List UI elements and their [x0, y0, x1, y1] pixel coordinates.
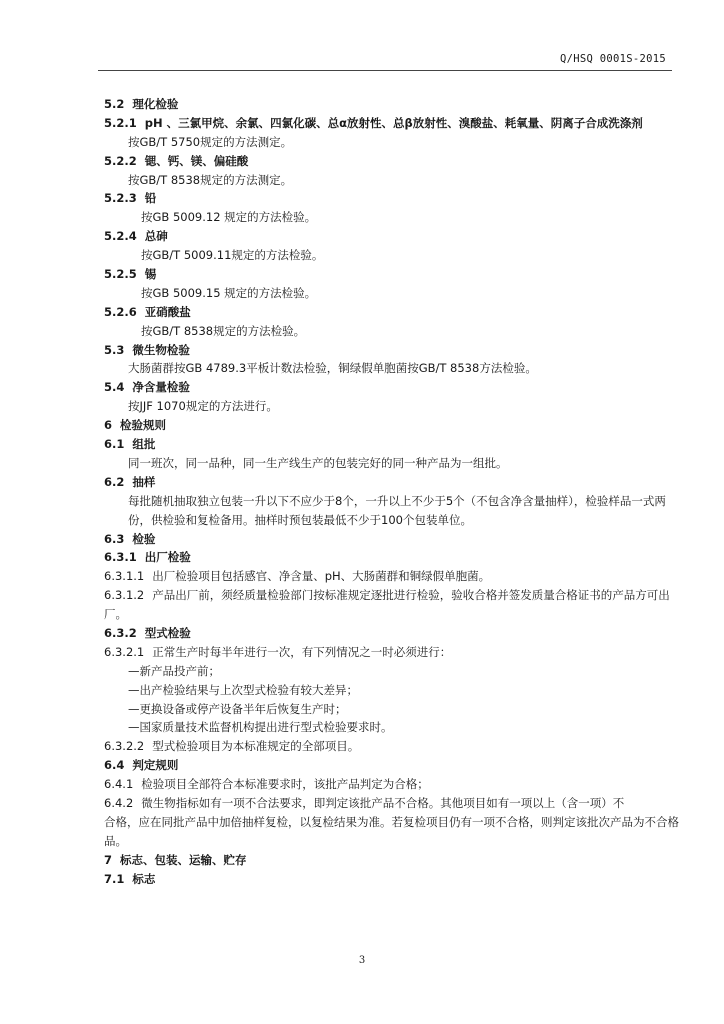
section-number: 6.2: [104, 474, 125, 489]
section-5-2-3: [104, 189, 684, 208]
section-title: 微生物指标如有一项不合法要求，即判定该批产品不合格。其他项目如有一项以上（含一项）不: [141, 796, 625, 811]
section-title: 铅: [144, 191, 157, 206]
section-6: [104, 416, 684, 435]
section-6-3-2-1: [104, 643, 684, 662]
section-number: 5.2.1: [104, 115, 137, 130]
paragraph-text: 合格，应在同批产品中加倍抽样复检，以复检结果为准。若复检项目仍有一项不合格，则判定该批次产品为不合格品。: [104, 814, 679, 848]
section-6-2: [104, 473, 684, 492]
paragraph-text: 按GB/T 5750规定的方法测定。: [128, 134, 293, 149]
section-title: 产品出厂前，须经质量检验部门按标准规定逐批进行检验，验收合格并签发质量合格证书的产品方可出厂。: [104, 588, 670, 622]
section-6-4: [104, 756, 684, 775]
section-number: 5.4: [104, 380, 125, 395]
section-title: 抽样: [132, 474, 156, 489]
section-number: 5.2.3: [104, 191, 137, 206]
section-7: [104, 851, 684, 870]
page-number: 3: [358, 955, 366, 966]
section-number: 6.1: [104, 437, 125, 452]
paragraph-line: [104, 171, 684, 190]
section-title: 标志: [132, 871, 156, 886]
section-6-3-1-2: [104, 586, 684, 624]
paragraph-line: [104, 700, 684, 719]
section-5-2-4: [104, 227, 684, 246]
section-6-3-1-1: [104, 567, 684, 586]
section-title: pH 、三氯甲烷、余氯、四氯化碳、总α放射性、总β放射性、溴酸盐、耗氧量、阴离子合成洗涤剂: [144, 115, 643, 130]
section-title: 组批: [132, 437, 156, 452]
section-title: 锶、钙、镁、偏硅酸: [144, 153, 249, 168]
paragraph-line: [104, 359, 684, 378]
paragraph-text: 同一班次，同一品种，同一生产线生产的包装完好的同一种产品为一组批。: [128, 455, 508, 470]
paragraph-text: 按JJF 1070规定的方法进行。: [128, 399, 278, 414]
paragraph-line: [104, 284, 684, 303]
section-number: 6: [104, 418, 113, 433]
paragraph-line: [104, 322, 684, 341]
document-body: [104, 95, 684, 889]
section-6-3-2-2: [104, 737, 684, 756]
section-number: 6.4.2: [104, 796, 134, 811]
section-title: 亚硝酸盐: [144, 304, 191, 319]
section-title: 检验规则: [120, 418, 167, 433]
paragraph-text: 每批随机抽取独立包装一升以下不应少于8个，一升以上不少于5个（不包含净含量抽样），检验样品一式两份，供检验和复检备用。抽样时预包装最低不少于100个包装单位。: [128, 493, 666, 527]
section-number: 6.3.2: [104, 626, 137, 641]
section-5-2-2: [104, 152, 684, 171]
section-number: 6.3: [104, 531, 125, 546]
header-divider: [98, 70, 672, 71]
paragraph-line: [104, 246, 684, 265]
section-6-4-1: [104, 775, 684, 794]
section-number: 5.2.6: [104, 304, 137, 319]
section-title: 出厂检验: [144, 550, 191, 565]
section-number: 6.4.1: [104, 777, 134, 792]
section-5-2-5: [104, 265, 684, 284]
section-title: 型式检验: [144, 626, 191, 641]
paragraph-text: 按GB/T 5009.11规定的方法检验。: [141, 248, 324, 263]
section-number: 6.3.2.2: [104, 739, 145, 754]
paragraph-line: [104, 454, 684, 473]
section-6-4-2: [104, 794, 684, 813]
section-5-3: [104, 341, 684, 360]
paragraph-line: [104, 492, 684, 530]
section-7-1: [104, 870, 684, 889]
section-title: 净含量检验: [132, 380, 190, 395]
paragraph-line: [104, 813, 684, 851]
section-title: 正常生产时每半年进行一次，有下列情况之一时必须进行：: [152, 644, 452, 659]
section-6-3: [104, 530, 684, 549]
paragraph-line: [104, 681, 684, 700]
section-number: 6.4: [104, 758, 125, 773]
section-title: 理化检验: [132, 97, 179, 111]
section-6-3-1: [104, 548, 684, 567]
paragraph-text: —新产品投产前；: [128, 663, 220, 678]
section-number: 5.2.5: [104, 267, 137, 282]
section-number: 7.1: [104, 871, 125, 886]
paragraph-text: —国家质量技术监督机构提出进行型式检验要求时。: [128, 720, 393, 735]
section-title: 检验项目全部符合本标准要求时，该批产品判定为合格；: [141, 777, 429, 792]
section-5-2-6: [104, 303, 684, 322]
paragraph-text: —出产检验结果与上次型式检验有较大差异；: [128, 682, 358, 697]
section-title: 检验: [132, 531, 156, 546]
section-title: 总砷: [144, 229, 168, 244]
section-title: 型式检验项目为本标准规定的全部项目。: [152, 739, 360, 754]
paragraph-line: [104, 718, 684, 737]
paragraph-text: 按GB 5009.15 规定的方法检验。: [141, 285, 317, 300]
section-title: 标志、包装、运输、贮存: [120, 852, 247, 867]
section-title: 出厂检验项目包括感官、净含量、pH、大肠菌群和铜绿假单胞菌。: [152, 569, 491, 584]
document-code: Q/HSQ 0001S-2015: [560, 53, 666, 65]
paragraph-text: 按GB/T 8538规定的方法检验。: [141, 323, 306, 338]
section-number: 6.3.1.1: [104, 569, 145, 584]
paragraph-text: 大肠菌群按GB 4789.3平板计数法检验，铜绿假单胞菌按GB/T 8538方法检验。: [128, 361, 537, 376]
section-number: 5.2.4: [104, 229, 137, 244]
paragraph-line: [104, 133, 684, 152]
section-number: 6.3.1: [104, 550, 137, 565]
paragraph-line: [104, 208, 684, 227]
paragraph-line: [104, 662, 684, 681]
section-number: 6.3.1.2: [104, 588, 145, 603]
section-title: 微生物检验: [132, 342, 190, 357]
section-title: 判定规则: [132, 758, 179, 773]
paragraph-text: 按GB 5009.12 规定的方法检验。: [141, 210, 317, 225]
section-5-2: [104, 95, 684, 114]
paragraph-text: 按GB/T 8538规定的方法测定。: [128, 172, 293, 187]
section-number: 5.3: [104, 342, 125, 357]
section-number: 6.3.2.1: [104, 644, 145, 659]
section-6-1: [104, 435, 684, 454]
section-5-2-1: [104, 114, 684, 133]
section-number: 7: [104, 852, 113, 867]
paragraph-text: —更换设备或停产设备半年后恢复生产时；: [128, 701, 347, 716]
section-number: 5.2.2: [104, 153, 137, 168]
paragraph-line: [104, 397, 684, 416]
section-6-3-2: [104, 624, 684, 643]
section-number: 5.2: [104, 97, 125, 111]
section-title: 锡: [144, 267, 157, 282]
section-5-4: [104, 378, 684, 397]
